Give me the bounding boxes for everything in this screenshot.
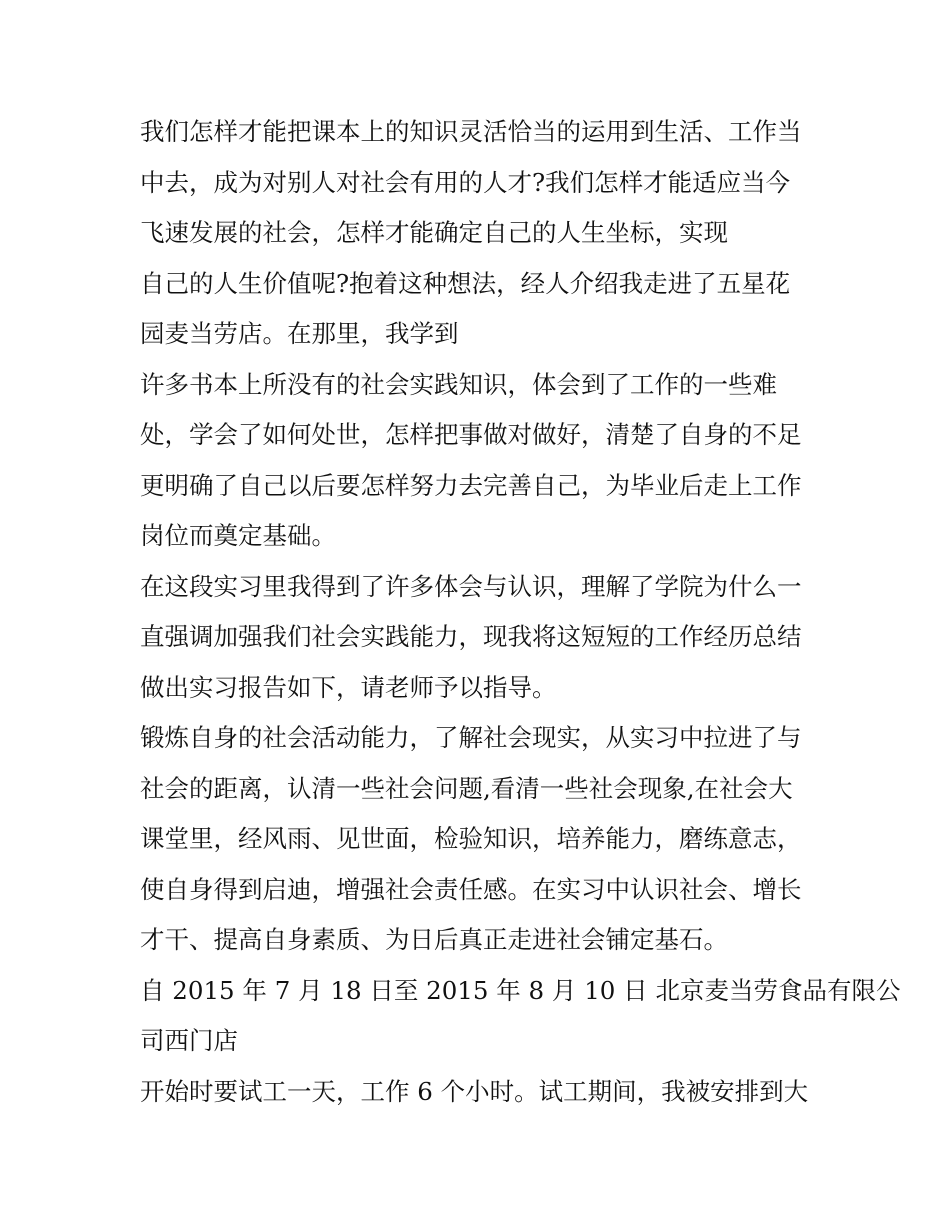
text-line: 自己的人生价值呢?抱着这种想法，经人介绍我走进了五星花 bbox=[140, 268, 791, 298]
text-line: 社会的距离，认清一些社会问题,看清一些社会现象,在社会大 bbox=[140, 773, 793, 803]
text-line: 岗位而奠定基础。 bbox=[140, 521, 336, 550]
text-line: 园麦当劳店。在那里，我学到 bbox=[140, 319, 459, 348]
text-line: 处，学会了如何处世，怎样把事做对做好，清楚了自身的不足 bbox=[140, 420, 802, 449]
text-line: 司西门店 bbox=[140, 1026, 238, 1055]
text-line: 自 2015 年 7 月 18 日至 2015 年 8 月 10 日 北京麦当劳食品有限公 bbox=[140, 975, 901, 1005]
text-line: 许多书本上所没有的社会实践知识，体会到了工作的一些难 bbox=[140, 369, 777, 399]
text-line: 我们怎样才能把课本上的知识灵活恰当的运用到生活、工作当 bbox=[140, 117, 802, 146]
text-line: 在这段实习里我得到了许多体会与认识，理解了学院为什么一 bbox=[140, 571, 802, 601]
text-line: 中去，成为对别人对社会有用的人才?我们怎样才能适应当今 bbox=[140, 167, 791, 197]
text-line: 更明确了自己以后要怎样努力去完善自己，为毕业后走上工作 bbox=[140, 470, 802, 500]
text-line: 做出实习报告如下，请老师予以指导。 bbox=[140, 672, 557, 702]
text-line: 直强调加强我们社会实践能力，现我将这短短的工作经历总结 bbox=[140, 622, 802, 651]
text-line: 开始时要试工一天，工作 6 个小时。试工期间，我被安排到大 bbox=[140, 1076, 809, 1106]
text-line: 才干、提高自身素质、为日后真正走进社会铺定基石。 bbox=[140, 925, 728, 954]
text-line: 课堂里，经风雨、见世面，检验知识，培养能力，磨练意志， bbox=[140, 824, 802, 853]
text-line: 使自身得到启迪，增强社会责任感。在实习中认识社会、增长 bbox=[140, 874, 802, 904]
text-line: 锻炼自身的社会活动能力，了解社会现实，从实习中拉进了与 bbox=[140, 723, 802, 752]
body-text bbox=[140, 107, 901, 1117]
text-line: 飞速发展的社会，怎样才能确定自己的人生坐标，实现 bbox=[140, 218, 728, 247]
